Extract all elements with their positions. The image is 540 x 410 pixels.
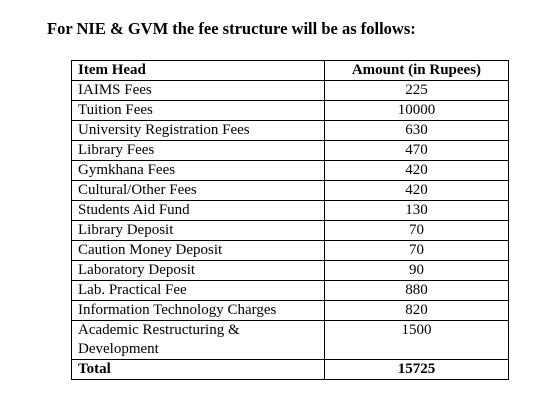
row-item: Academic Restructuring & Development — [72, 321, 325, 360]
table-row — [72, 261, 509, 281]
row-amount: 630 — [324, 121, 508, 141]
total-row — [72, 360, 509, 380]
table-row — [72, 181, 509, 201]
row-item: Students Aid Fund — [72, 201, 325, 221]
row-amount: 70 — [324, 241, 508, 261]
row-amount: 225 — [324, 81, 508, 101]
row-item: Tuition Fees — [72, 101, 325, 121]
table-row — [72, 161, 509, 181]
table-row — [72, 121, 509, 141]
table-row — [72, 281, 509, 301]
total-amount: 15725 — [324, 360, 508, 380]
table-row — [72, 241, 509, 261]
row-item: IAIMS Fees — [72, 81, 325, 101]
column-header-amount: Amount (in Rupees) — [324, 61, 508, 81]
total-label: Total — [72, 360, 325, 380]
row-item: Lab. Practical Fee — [72, 281, 325, 301]
row-amount: 820 — [324, 301, 508, 321]
row-item: Gymkhana Fees — [72, 161, 325, 181]
row-amount: 1500 — [324, 321, 508, 360]
table-row — [72, 321, 509, 360]
row-amount: 70 — [324, 221, 508, 241]
row-amount: 130 — [324, 201, 508, 221]
table-row — [72, 201, 509, 221]
row-item: Cultural/Other Fees — [72, 181, 325, 201]
table-row — [72, 101, 509, 121]
fee-structure-table — [71, 60, 509, 380]
table-row — [72, 301, 509, 321]
row-item: Laboratory Deposit — [72, 261, 325, 281]
row-item: Information Technology Charges — [72, 301, 325, 321]
row-amount: 420 — [324, 161, 508, 181]
row-item: Library Fees — [72, 141, 325, 161]
row-amount: 10000 — [324, 101, 508, 121]
row-amount: 880 — [324, 281, 508, 301]
row-amount: 420 — [324, 181, 508, 201]
row-item: University Registration Fees — [72, 121, 325, 141]
row-item: Caution Money Deposit — [72, 241, 325, 261]
row-item: Library Deposit — [72, 221, 325, 241]
column-header-item-head: Item Head — [72, 61, 325, 81]
table-header-row — [72, 61, 509, 81]
table-row — [72, 221, 509, 241]
table-row — [72, 81, 509, 101]
row-amount: 470 — [324, 141, 508, 161]
table-row — [72, 141, 509, 161]
row-amount: 90 — [324, 261, 508, 281]
document-heading: For NIE & GVM the fee structure will be as follows: — [47, 19, 416, 38]
